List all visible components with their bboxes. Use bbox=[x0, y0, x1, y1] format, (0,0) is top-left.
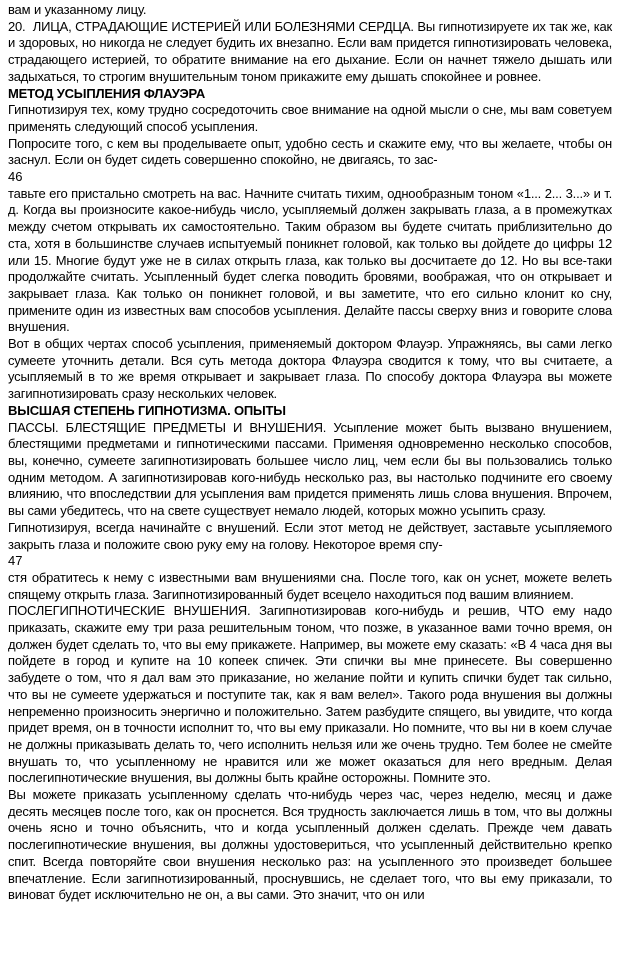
paragraph: Попросите того, с кем вы проделываете опыт, удобно сесть и скажите ему, что вы желаете, чтобы он заснул. Если он будет сидеть совершенно спокойно, не двигаясь, то зас- bbox=[8, 135, 612, 168]
page-number-47: 47 bbox=[8, 553, 23, 569]
paragraph-item-20: 20. ЛИЦА, СТРАДАЮЩИЕ ИСТЕРИЕЙ ИЛИ БОЛЕЗНЯМИ СЕРДЦА. Вы гипнотизируете их так же, как и здоровых, но никогда не следует будить их внезапно. Если вам придется гипнотизировать человека, страдающего истерией, то обратите внимание на его дыхание. Если он начнет тяжело дышать или задыхаться, то строгим внушительным тоном прикажите ему дышать спокойнее и ровнее. bbox=[8, 18, 612, 84]
paragraph-passes-objects-suggestions: ПАССЫ. БЛЕСТЯЩИЕ ПРЕДМЕТЫ И ВНУШЕНИЯ. Усыпление может быть вызвано внушением, блестящими предметами и гипнотическими пассами. Применяя одновременно несколько способов, вы, конечно, сумеете загипнотизировать большее число лиц, чем если бы вы пользовались только одним методом. А загипнотизировав кого-нибудь несколько раз, вы настолько подчините его своему влиянию, что впоследствии для усыпления вам придется применять лишь слова внушения. Впрочем, вы сами убедитесь, что на свете существует немало людей, которых можно усыпить сразу. bbox=[8, 419, 612, 519]
paragraph: Гипнотизируя тех, кому трудно сосредоточить свое внимание на одной мысли о сне, мы вам советуем применять следующий способ усыпления. bbox=[8, 102, 612, 134]
paragraph: Вы можете приказать усыпленному сделать что-нибудь через час, через неделю, месяц и даже десять месяцев после того, как он проснется. Вся трудность заключается лишь в том, что вы должны очень ясно и точно объяснить, что и когда усыпленный должен сделать. Прежде чем давать послегипнотические внушения, вы должны удостовериться, что усыпленный действительно крепко спит. Всегда повторяйте свои внушения несколько раз: на усыпленного это произведет большее впечатление. Если загипнотизированный, проснувшись, не сделает того, что вы ему приказали, то виноват будет исключительно не он, а вы сами. Это значит, что он или bbox=[8, 787, 612, 903]
paragraph-posthypnotic-suggestions: ПОСЛЕГИПНОТИЧЕСКИЕ ВНУШЕНИЯ. Загипнотизировав кого-нибудь и решив, ЧТО ему надо приказать, скажите ему три раза решительным тоном, что позже, в указанное вами точно время, он должен будет сделать то, что вы ему прикажете. Например, вы можете ему сказать: «В 4 часа дня вы пойдете в город и купите на 10 копеек спичек. Эти спички вы мне принесете. Вы совершенно забудете о том, что я дал вам это приказание, но желание пойти и купить спички будет так сильно, что вы не сумеете удержаться и поступите так, как я вам велел». Такого рода внушения вы должны непременно произносить энергично и положительно. Затем разбудите спящего, вы увидите, что когда придет время, он в точности исполнит то, что вы ему приказали. Но помните, что вы ни в коем случае не должны приказывать делать то, чего исполнить нельзя или же очень трудно. Тем более не смейте внушать то, что усыпленному не нравится или же может оказаться для него вредным. Делая послегипнотические внушения, вы должны быть крайне осторожны. Помните это. bbox=[8, 603, 612, 786]
paragraph: Гипнотизируя, всегда начинайте с внушений. Если этот метод не действует, заставьте усыпляемого закрыть глаза и положите свою руку ему на голову. Некоторое время спу- bbox=[8, 519, 612, 552]
section-heading-flower-method: МЕТОД УСЫПЛЕНИЯ ФЛАУЭРА bbox=[8, 85, 206, 101]
paragraph-fragment-top: вам и указанному лицу. bbox=[8, 2, 147, 17]
section-heading-higher-degree: ВЫСШАЯ СТЕПЕНЬ ГИПНОТИЗМА. ОПЫТЫ bbox=[8, 402, 286, 418]
paragraph: стя обратитесь к нему с известными вам внушениями сна. После того, как он уснет, можете велеть спящему открыть глаза. Загипнотизированный будет всецело находиться под вашим влиянием. bbox=[8, 569, 612, 602]
page-number-46: 46 bbox=[8, 169, 23, 185]
paragraph: Вот в общих чертах способ усыпления, применяемый доктором Флауэр. Упражняясь, вы сами легко сумеете уточнить детали. Вся суть метода доктора Флауэра сводится к тому, что вы считаете, а усыпляемый в то же время открывает и закрывает глаза. По способу доктора Флауэра вы можете загипнотизировать сразу нескольких человек. bbox=[8, 336, 612, 402]
paragraph: тавьте его пристально смотреть на вас. Начните считать тихим, однообразным тоном «1... 2... 3...» и т. д. Когда вы произносите какое-нибудь число, усыпляемый должен закрывать глаза, а в промежутках между счетом открывать их самостоятельно. Таким образом вы будете считать приблизительно до ста, хотя в большинстве случаев испытуемый поникнет головой, как только вы дойдете до цифры 12 или 15. Многие будут уже не в силах открыть глаза, как только вы досчитаете до 12. Но вы все-таки продолжайте считать. Усыпленный будет слегка поводить бровями, воображая, что он открывает и закрывает глаза. Как только он поникнет головой, и вы заметите, что его сильно клонит ко сну, примените один из известных вам способов усыпления. Делайте пассы сверху вниз и говорите слова внушения. bbox=[8, 185, 612, 335]
